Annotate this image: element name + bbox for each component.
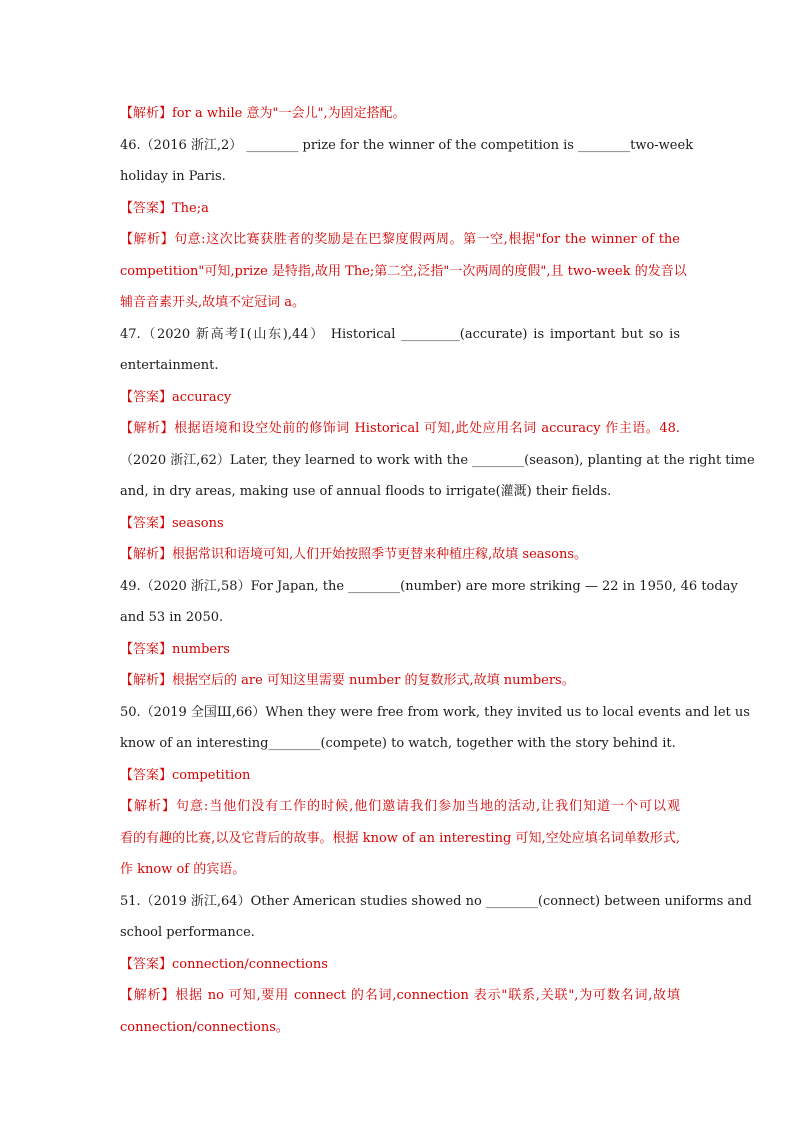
explanation-line: competition"可知,prize 是特指,故用 The;第二空,泛指"一次两周的度假",且 two-week 的发音以 (120, 263, 687, 279)
answer-line: 【答案】The;a (120, 200, 209, 216)
answer-line: 【答案】seasons (120, 515, 224, 531)
explanation-line: 【解析】根据 no 可知,要用 connect 的名词,connection 表示"联系,关联",为可数名词,故填 (120, 988, 680, 1003)
question-49-line: and 53 in 2050. (120, 610, 224, 625)
question-47-line: entertainment. (120, 358, 219, 373)
answer-line: 【答案】accuracy (120, 389, 232, 405)
explanation-line: 【解析】for a while 意为"一会儿",为固定搭配。 (120, 106, 406, 121)
question-50-line: 50.（2019 全国Ш,66）When they were free from work, they invited us to local events and let us (120, 704, 750, 720)
answer-line: 【答案】connection/connections (120, 956, 328, 972)
question-46-line: 46.（2016 浙江,2） ________ prize for the winner of the competition is ________two-week (120, 137, 694, 153)
explanation-line: 【解析】句意:这次比赛获胜者的奖励是在巴黎度假两周。第一空,根据"for the winner of the (120, 232, 680, 247)
explanation-line: 【解析】句意:当他们没有工作的时候,他们邀请我们参加当地的活动,让我们知道一个可以观 (120, 799, 680, 814)
explanation-line: 【解析】根据常识和语境可知,人们开始按照季节更替来种植庄稼,故填 seasons。 (120, 547, 588, 562)
question-49-line: 49.（2020 浙江,58）For Japan, the ________(number) are more striking — 22 in 1950, 46 today (120, 578, 738, 594)
question-51-line: 51.（2019 浙江,64）Other American studies showed no ________(connect) between uniforms and (120, 893, 752, 909)
question-48-line: （2020 浙江,62）Later, they learned to work with the ________(season), planting at the right time (120, 452, 755, 468)
explanation-line: 【解析】根据空后的 are 可知这里需要 number 的复数形式,故填 numbers。 (120, 673, 575, 688)
answer-line: 【答案】numbers (120, 641, 230, 657)
explanation-line: 作 know of 的宾语。 (120, 862, 246, 877)
question-46-line: holiday in Paris. (120, 169, 226, 184)
question-50-line: know of an interesting________(compete) to watch, together with the story behind it. (120, 736, 676, 751)
question-48-line: and, in dry areas, making use of annual floods to irrigate(灌溉) their fields. (120, 484, 612, 499)
question-51-line: school performance. (120, 925, 255, 940)
explanation-line: 辅音音素开头,故填不定冠词 a。 (120, 295, 306, 310)
document-page (120, 98, 755, 1043)
explanation-line: 看的有趣的比赛,以及它背后的故事。根据 know of an interesting 可知,空处应填名词单数形式, (120, 830, 680, 846)
question-47-line: 47.（2020 新高考Ⅰ(山东),44） Historical _________(accurate) is important but so is (120, 326, 680, 342)
explanation-line: connection/connections。 (120, 1019, 289, 1035)
explanation-line: 【解析】根据语境和设空处前的修饰词 Historical 可知,此处应用名词 accuracy 作主语。48. (120, 421, 680, 436)
answer-line: 【答案】competition (120, 767, 251, 783)
